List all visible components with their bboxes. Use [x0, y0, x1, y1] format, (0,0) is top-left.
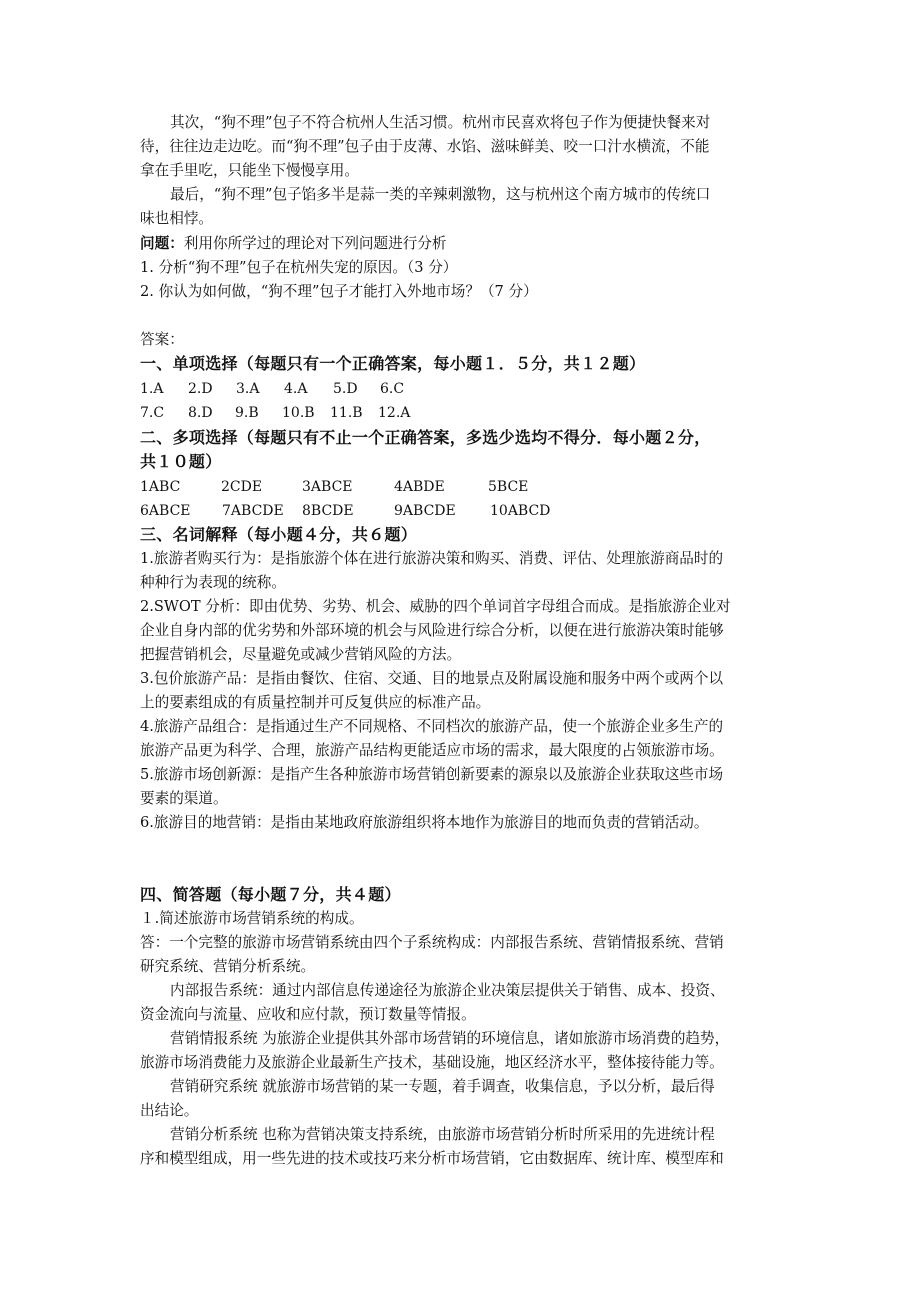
answer-item: 5BCE	[488, 479, 529, 495]
definition-line: 5.旅游市场创新源：是指产生各种旅游市场营销创新要素的源泉以及旅游企业获取这些市场	[140, 766, 724, 783]
answer-item: 12.A	[378, 405, 411, 421]
case-paragraph-2-line-2: 待，往往边走边吃。而“狗不理”包子由于皮薄、水馅、滋味鲜美、咬一口汁水横流，不能	[140, 138, 710, 155]
definition-line: 种种行为表现的统称。	[140, 574, 286, 591]
answer-item: 9.B	[235, 405, 259, 421]
analysis-system-line-2: 序和模型组成，用一些先进的技术或技巧来分析市场营销，它由数据库、统计库、模型库和	[140, 1150, 724, 1167]
case-paragraph-3-line-2: 味也相悖。	[140, 210, 213, 227]
definition-line: 6.旅游目的地营销：是指由某地政府旅游组织将本地作为旅游目的地而负责的营销活动。	[140, 814, 709, 831]
definition-line: 4.旅游产品组合：是指通过生产不同规格、不同档次的旅游产品，使一个旅游企业多生产的	[140, 718, 724, 735]
analysis-system-line-1: 营销分析系统 也称为营销决策支持系统，由旅游市场营销分析时所采用的先进统计程	[170, 1126, 715, 1143]
case-paragraph-3-line-1: 最后，“狗不理”包子馅多半是蒜一类的辛辣刺激物，这与杭州这个南方城市的传统口	[170, 186, 711, 203]
definition-line: 企业自身内部的优劣势和外部环境的机会与风险进行综合分析，以便在进行旅游决策时能够	[140, 622, 724, 639]
answer-item: 4ABDE	[394, 479, 445, 495]
question-2: 2. 你认为如何做，“狗不理”包子才能打入外地市场？（7 分）	[140, 283, 538, 300]
answer-item: 1ABC	[140, 479, 181, 495]
answer-line: 答：一个完整的旅游市场营销系统由四个子系统构成：内部报告系统、营销情报系统、营销	[140, 934, 724, 951]
definition-line: 上的要素组成的有质量控制并可反复供应的标准产品。	[140, 694, 491, 711]
question-1: 1. 分析“狗不理”包子在杭州失宠的原因。（3 分）	[140, 259, 458, 276]
short-answer-question-1: １.简述旅游市场营销系统的构成。	[140, 910, 364, 927]
section-1-heading: 一、单项选择（每题只有一个正确答案，每小题１．５分，共１２题）	[140, 354, 646, 373]
section-2-heading-line-1: 二、多项选择（每题只有不止一个正确答案，多选少选均不得分．每小题２分，	[140, 428, 711, 447]
answer-item: 11.B	[330, 405, 363, 421]
definition-line: 1.旅游者购买行为：是指旅游个体在进行旅游决策和购买、消费、评估、处理旅游商品时的	[140, 550, 724, 567]
internal-report-line-1: 内部报告系统：通过内部信息传递途径为旅游企业决策层提供关于销售、成本、投资、	[170, 982, 725, 999]
section-3-heading: 三、名词解释（每小题４分，共６题）	[140, 525, 418, 544]
research-system-line-2: 出结论。	[140, 1102, 199, 1119]
answer-item: 4.A	[284, 381, 308, 397]
definition-line: 要素的渠道。	[140, 790, 228, 807]
answer-item: 10.B	[282, 405, 315, 421]
section-4-heading: 四、简答题（每小题７分，共４题）	[140, 885, 401, 904]
answer-item: 9ABCDE	[394, 503, 456, 519]
question-intro	[140, 234, 447, 254]
answer-item: 8BCDE	[302, 503, 354, 519]
case-paragraph-2-line-1: 其次，“狗不理”包子不符合杭州人生活习惯。杭州市民喜欢将包子作为便捷快餐来对	[170, 114, 711, 131]
answer-item: 3ABCE	[302, 479, 353, 495]
question-label: 问题：	[140, 235, 184, 252]
answer-item: 7ABCDE	[222, 503, 284, 519]
intel-system-line-1: 营销情报系统 为旅游企业提供其外部市场营销的环境信息，诸如旅游市场消费的趋势，	[170, 1030, 730, 1047]
research-system-line-1: 营销研究系统 就旅游市场营销的某一专题，着手调查，收集信息，予以分析，最后得	[170, 1078, 715, 1095]
section-2-heading-line-2: 共１０题）	[140, 452, 222, 471]
answer-item: 6ABCE	[140, 503, 191, 519]
answer-line: 研究系统、营销分析系统。	[140, 958, 316, 975]
internal-report-line-2: 资金流向与流量、应收和应付款，预订数量等情报。	[140, 1006, 476, 1023]
answer-item: 1.A	[140, 381, 164, 397]
answer-item: 2CDE	[221, 479, 263, 495]
definition-line: 旅游产品更为科学、合理，旅游产品结构更能适应市场的需求，最大限度的占领旅游市场。	[140, 742, 724, 759]
answer-item: 6.C	[380, 381, 405, 397]
answers-label: 答案：	[140, 331, 184, 348]
answer-item: 2.D	[188, 381, 213, 397]
definition-line: 把握营销机会，尽量避免或减少营销风险的方法。	[140, 646, 462, 663]
answer-item: 8.D	[188, 405, 213, 421]
answer-item: 7.C	[140, 405, 165, 421]
definition-line: 2.SWOT 分析：即由优势、劣势、机会、威胁的四个单词首字母组合而成。是指旅游企业对	[140, 598, 731, 615]
answer-item: 3.A	[236, 381, 260, 397]
definition-line: 3.包价旅游产品：是指由餐饮、住宿、交通、目的地景点及附属设施和服务中两个或两个以	[140, 670, 724, 687]
case-paragraph-2-line-3: 拿在手里吃，只能坐下慢慢享用。	[140, 162, 359, 179]
answer-item: 5.D	[333, 381, 358, 397]
question-text: 利用你所学过的理论对下列问题进行分析	[183, 235, 447, 252]
answer-item: 10ABCD	[490, 503, 551, 519]
intel-system-line-2: 旅游市场消费能力及旅游企业最新生产技术，基础设施，地区经济水平，整体接待能力等。	[140, 1054, 724, 1071]
